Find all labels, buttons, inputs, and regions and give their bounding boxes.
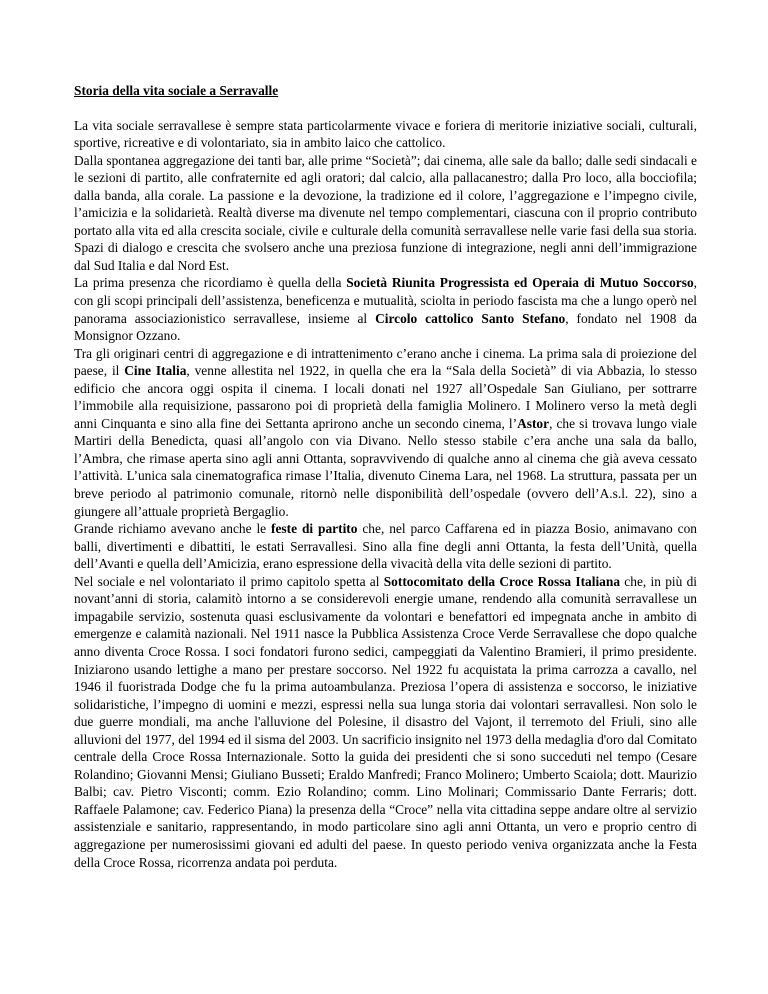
paragraph [74, 520, 697, 573]
paragraph [74, 117, 697, 152]
bold-text: Cine Italia [124, 363, 187, 379]
bold-text: Astor [517, 415, 550, 431]
paragraph [74, 573, 697, 871]
text-run: La vita sociale serravallese è sempre stata particolarmente vivace e foriera di meritorie iniziative sociali, culturali, sportive, ricreative e di volontariato, sia in ambito laico che cattolico. [74, 117, 697, 151]
text-run: , fondato nel 1908 da Monsignor Ozzano. [74, 310, 697, 344]
document-page [74, 82, 697, 871]
bold-text: feste di partito [271, 521, 358, 537]
text-run: , venne allestita nel 1922, in quella che era la “Sala della Società” di via Abbazia, lo stesso edificio che ancora oggi ospita il cinema. I locali donati nel 1927 all’Ospedale San Giuliano, per sottrarre l’immobile alla requisizione, passarono poi di proprietà della famiglia Molinero. I Molinero verso la metà degli anni Cinquanta e sino alla fine dei Settanta aprirono anche un secondo cinema, l’ [74, 363, 697, 431]
text-run: che, in più di novant’anni di storia, calamitò intorno a se considerevoli energie umane, rendendo alla comunità serravallese un impagabile servizio, sostenuta quasi esclusivamente da volontari e benefattori ed impegnata anche in ambito di emergenze e calamità nazionali. Nel 1911 nasce la Pubblica Assistenza Croce Verde Serravallese che dopo qualche anno diventa Croce Rossa. I soci fondatori furono sedici, campeggiati da Valentino Bramieri, il primo presidente. Iniziarono usando lettighe a mano per prestare soccorso. Nel 1922 fu acquistata la prima carrozza a cavallo, nel 1946 il fuoristrada Dodge che fu la prima autoambulanza. Preziosa l’opera di assistenza e soccorso, le iniziative solidaristiche, l’impegno di uomini e mezzi, espressi nella sua lunga storia dai volontari serravallesi. Non solo le due guerre mondiali, ma anche l'alluvione del Polesine, il disastro del Vajont, il terremoto del Friuli, sino alle alluvioni del 1977, del 1994 ed il sisma del 2003. Un sacrificio insignito nel 1973 della medaglia d'oro dal Comitato centrale della Croce Rossa Internazionale. Sotto la guida dei presidenti che si sono succeduti nel tempo (Cesare Rolandino; Giovanni Mensi; Giuliano Busseti; Eraldo Manfredi; Franco Molinero; Umberto Scaiola; dott. Maurizio Balbi; cav. Pietro Visconti; comm. Ezio Rolandino; comm. Lino Molinari; Commissario Dante Ferraris; dott. Raffaele Palamone; cav. Federico Piana) la presenza della “Croce” nella vita cittadina seppe andare oltre al servizio assistenziale e sanitario, rappresentando, in modo particolare sino agli anni Ottanta, un vero e proprio centro di aggregazione per numerosissimi giovani ed adulti del paese. In questo periodo veniva organizzata anche la Festa della Croce Rossa, ricorrenza andata poi perduta. [74, 573, 698, 870]
bold-text: Sottocomitato della Croce Rossa Italiana [383, 573, 621, 589]
document-title: Storia della vita sociale a Serravalle [74, 83, 279, 98]
text-run: Dalla spontanea aggregazione dei tanti bar, alle prime “Società”; dai cinema, alle sale da ballo; dalle sedi sindacali e le sezioni di partito, alle confraternite ed agli oratori; dal calcio, alla pallacanestro; dalla Pro loco, alla bocciofila; dalla banda, alla corale. La passione e la devozione, la tradizione ed il colore, l’aggregazione e l’impegno civile, l’amicizia e la solidarietà. Realtà diverse ma divenute nel tempo complementari, ciascuna con il proprio contributo portato alla vita ed alla crescita sociale, civile e culturale della comunità serravallese nelle varie fasi della sua storia. Spazi di dialogo e crescita che svolsero anche una preziosa funzione di integrazione, negli anni dell’immigrazione dal Sud Italia e dal Nord Est. [74, 152, 697, 273]
bold-text: Società Riunita Progressista ed Operaia di Mutuo Soccorso [346, 275, 694, 291]
text-run: Nel sociale e nel volontariato il primo capitolo spetta al [74, 573, 384, 589]
text-run: Tra gli originari centri di aggregazione e di intrattenimento c’erano anche i cinema. La prima sala di proiezione del paese, il [74, 345, 697, 379]
paragraph [74, 274, 697, 344]
text-run: che, nel parco Caffarena ed in piazza Bosio, animavano con balli, divertimenti e dibattiti, le estati Serravallesi. Sino alla fine degli anni Ottanta, la festa dell’Unità, quella dell’Avanti e quella dell’Amicizia, erano espressione della vivacità della vita delle sezioni di partito. [74, 521, 697, 572]
text-run: La prima presenza che ricordiamo è quella della [74, 275, 347, 291]
paragraph [74, 345, 697, 520]
text-run: Grande richiamo avevano anche le [74, 521, 272, 537]
document-body [74, 117, 697, 872]
bold-text: Circolo cattolico Santo Stefano [375, 310, 566, 326]
text-run: , che si trovava lungo viale Martiri della Benedicta, quasi all’angolo con via Divano. Nello stesso stabile c’era anche una sala da ballo, l’Ambra, che rimase aperta sino agli anni Ottanta, sopravvivendo di qualche anno al cinema che già aveva cessato l’attività. L’unica sala cinematografica rimase l’Italia, divenuto Cinema Lara, nel 1968. La struttura, passata per un breve periodo al patrimonio comunale, ritornò nelle disponibilità dell’ospedale (ovvero dell’A.s.l. 22), sino a giungere all’attuale proprietà Bergaglio. [74, 415, 697, 519]
paragraph [74, 152, 697, 275]
text-run: , con gli scopi principali dell’assistenza, beneficenza e mutualità, sciolta in periodo fascista ma che a lungo operò nel panorama associazionistico serravallese, insieme al [74, 275, 697, 326]
